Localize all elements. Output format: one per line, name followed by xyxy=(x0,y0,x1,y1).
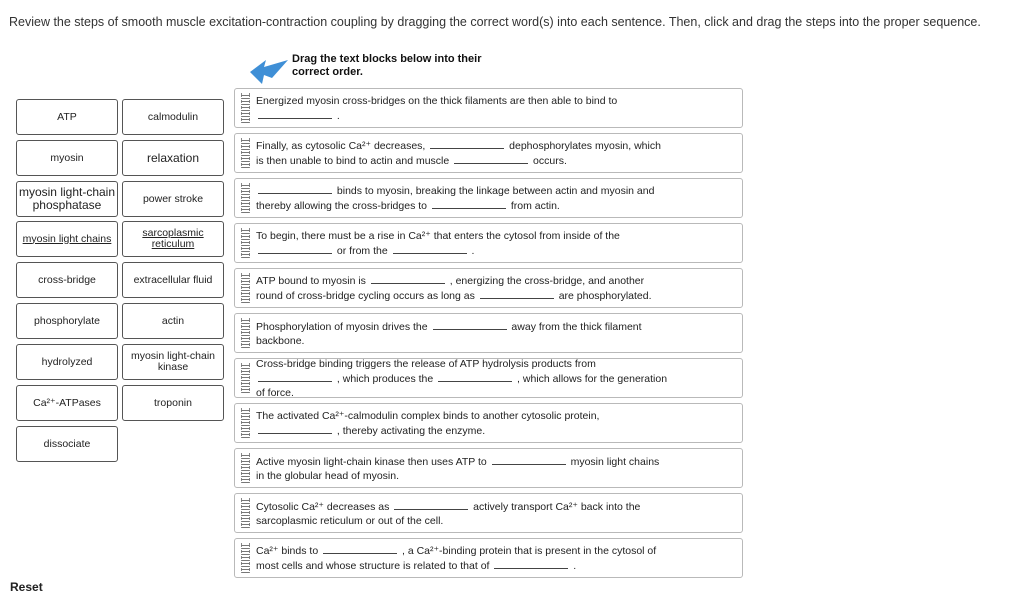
answer-blank[interactable] xyxy=(258,243,332,254)
step-text-segment: , which produces the xyxy=(334,372,437,385)
word-block-power-stroke[interactable]: power stroke xyxy=(122,181,224,217)
step-block[interactable] xyxy=(234,223,743,263)
word-block-dissociate[interactable]: dissociate xyxy=(16,426,118,462)
step-text xyxy=(256,499,736,528)
step-text xyxy=(256,454,736,483)
step-text-segment: ATP bound to myosin is xyxy=(256,275,369,287)
step-text xyxy=(256,183,736,213)
drag-handle-icon[interactable] xyxy=(241,138,250,168)
word-block-ca-atpases[interactable]: Ca²⁺-ATPases xyxy=(16,385,118,421)
word-block-myosin[interactable]: myosin xyxy=(16,140,118,176)
step-block[interactable] xyxy=(234,178,743,218)
step-text-segment: , which allows for the generation of force. xyxy=(256,372,668,399)
drag-hint xyxy=(292,53,481,79)
step-text xyxy=(256,543,736,573)
step-block[interactable] xyxy=(234,358,743,398)
drag-handle-icon[interactable] xyxy=(241,273,250,303)
answer-blank[interactable] xyxy=(258,183,332,194)
drag-handle-icon[interactable] xyxy=(241,498,250,528)
drag-hint-line1: Drag the text blocks below into their xyxy=(292,53,482,65)
answer-blank[interactable] xyxy=(433,319,507,330)
step-text-segment: actively transport Ca²⁺ back into the sarcoplasmic reticulum or out of the cell. xyxy=(256,500,641,527)
step-text-segment: Active myosin light-chain kinase then uses ATP to xyxy=(256,455,490,468)
step-block[interactable] xyxy=(234,538,743,578)
answer-blank[interactable] xyxy=(258,371,332,382)
word-block-cross-bridge[interactable]: cross-bridge xyxy=(16,262,118,298)
reset-button[interactable]: Reset xyxy=(10,580,43,594)
word-block-hydrolyzed[interactable]: hydrolyzed xyxy=(16,344,118,380)
step-text xyxy=(256,357,736,400)
word-block-atp[interactable]: ATP xyxy=(16,99,118,135)
step-text-segment: To begin, there must be a rise in Ca²⁺ that enters the cytosol from inside of the xyxy=(256,229,620,242)
step-text-segment: Cytosolic Ca²⁺ decreases as xyxy=(256,500,393,513)
drag-handle-icon[interactable] xyxy=(241,318,250,348)
answer-blank[interactable] xyxy=(432,198,506,209)
answer-blank[interactable] xyxy=(371,273,445,284)
drag-handle-icon[interactable] xyxy=(241,408,250,438)
word-block-troponin[interactable]: troponin xyxy=(122,385,224,421)
answer-blank[interactable] xyxy=(494,558,568,569)
word-block-phosphorylate[interactable]: phosphorylate xyxy=(16,303,118,339)
step-text-segment: away from the thick filament backbone. xyxy=(256,320,642,347)
step-text-segment: , a Ca²⁺-binding protein that is present in the cytosol of most cells and whose structure is related to that of xyxy=(256,545,657,572)
step-text-segment: Ca²⁺ binds to xyxy=(256,545,322,557)
word-block-relaxation[interactable]: relaxation xyxy=(122,140,224,176)
step-text-segment: binds to myosin, breaking the linkage between actin and myosin and thereby allowing the cross-bridges to xyxy=(256,185,655,212)
drag-handle-icon[interactable] xyxy=(241,93,250,123)
step-text xyxy=(256,409,736,438)
step-text-segment: dephosphorylates myosin, which is then unable to bind to actin and muscle xyxy=(256,140,661,167)
step-text xyxy=(256,94,736,123)
answer-blank[interactable] xyxy=(454,153,528,164)
step-text-segment: The activated Ca²⁺-calmodulin complex binds to another cytosolic protein, xyxy=(256,409,600,422)
answer-blank[interactable] xyxy=(492,454,566,465)
step-text-segment: , energizing the cross-bridge, and another round of cross-bridge cycling occurs as long as xyxy=(256,275,645,302)
step-text-segment: or from the xyxy=(334,244,391,257)
step-text-segment: myosin light chains in the globular head of myosin. xyxy=(256,455,660,482)
answer-blank[interactable] xyxy=(394,499,468,510)
step-text-segment: from actin. xyxy=(507,200,560,212)
answer-blank[interactable] xyxy=(480,288,554,299)
step-text-segment: Phosphorylation of myosin drives the xyxy=(256,320,431,333)
answer-blank[interactable] xyxy=(430,138,504,149)
step-block[interactable] xyxy=(234,268,743,308)
answer-blank[interactable] xyxy=(323,543,397,554)
step-block[interactable] xyxy=(234,448,743,488)
word-block-sarcoplasmic-reticulum[interactable]: sarcoplasmic reticulum xyxy=(122,221,224,257)
step-block[interactable] xyxy=(234,313,743,353)
drag-handle-icon[interactable] xyxy=(241,543,250,573)
answer-blank[interactable] xyxy=(258,423,332,434)
arrow-icon xyxy=(248,56,292,86)
step-text xyxy=(256,273,736,303)
word-block-myosin-light-chains[interactable]: myosin light chains xyxy=(16,221,118,257)
step-text xyxy=(256,138,736,168)
step-block[interactable] xyxy=(234,493,743,533)
step-text-segment: Cross-bridge binding triggers the release of ATP hydrolysis products from xyxy=(256,357,596,370)
word-bank xyxy=(16,99,226,479)
step-text xyxy=(256,319,736,348)
step-text-segment: . xyxy=(468,244,475,257)
step-block[interactable] xyxy=(234,88,743,128)
instructions-text: Review the steps of smooth muscle excitation-contraction coupling by dragging the correct word(s) into each sentence. Then, click and drag the steps into the proper sequence. xyxy=(9,15,981,29)
word-block-actin[interactable]: actin xyxy=(122,303,224,339)
step-text-segment: , thereby activating the enzyme. xyxy=(334,424,486,437)
word-block-calmodulin[interactable]: calmodulin xyxy=(122,99,224,135)
step-text-segment: Energized myosin cross-bridges on the thick filaments are then able to bind to xyxy=(256,94,618,107)
word-block-extracellular-fluid[interactable]: extracellular fluid xyxy=(122,262,224,298)
drag-handle-icon[interactable] xyxy=(241,453,250,483)
answer-blank[interactable] xyxy=(438,371,512,382)
answer-blank[interactable] xyxy=(393,243,467,254)
step-text-segment: . xyxy=(334,109,340,122)
step-text-segment: Finally, as cytosolic Ca²⁺ decreases, xyxy=(256,140,429,152)
step-block[interactable] xyxy=(234,403,743,443)
step-text-segment: . xyxy=(570,560,577,572)
drag-handle-icon[interactable] xyxy=(241,363,250,393)
answer-blank[interactable] xyxy=(258,108,332,119)
drag-handle-icon[interactable] xyxy=(241,228,250,258)
word-block-myosin-light-chain-kinase[interactable]: myosin light-chain kinase xyxy=(122,344,224,380)
drag-hint-line2: correct order. xyxy=(292,66,363,78)
drag-handle-icon[interactable] xyxy=(241,183,250,213)
step-text-segment: are phosphorylated. xyxy=(555,290,652,302)
step-text-segment: occurs. xyxy=(530,155,567,167)
word-block-myosin-light-chain-phosphatase[interactable]: myosin light-chain phosphatase xyxy=(16,181,118,217)
step-text xyxy=(256,229,736,258)
step-block[interactable] xyxy=(234,133,743,173)
